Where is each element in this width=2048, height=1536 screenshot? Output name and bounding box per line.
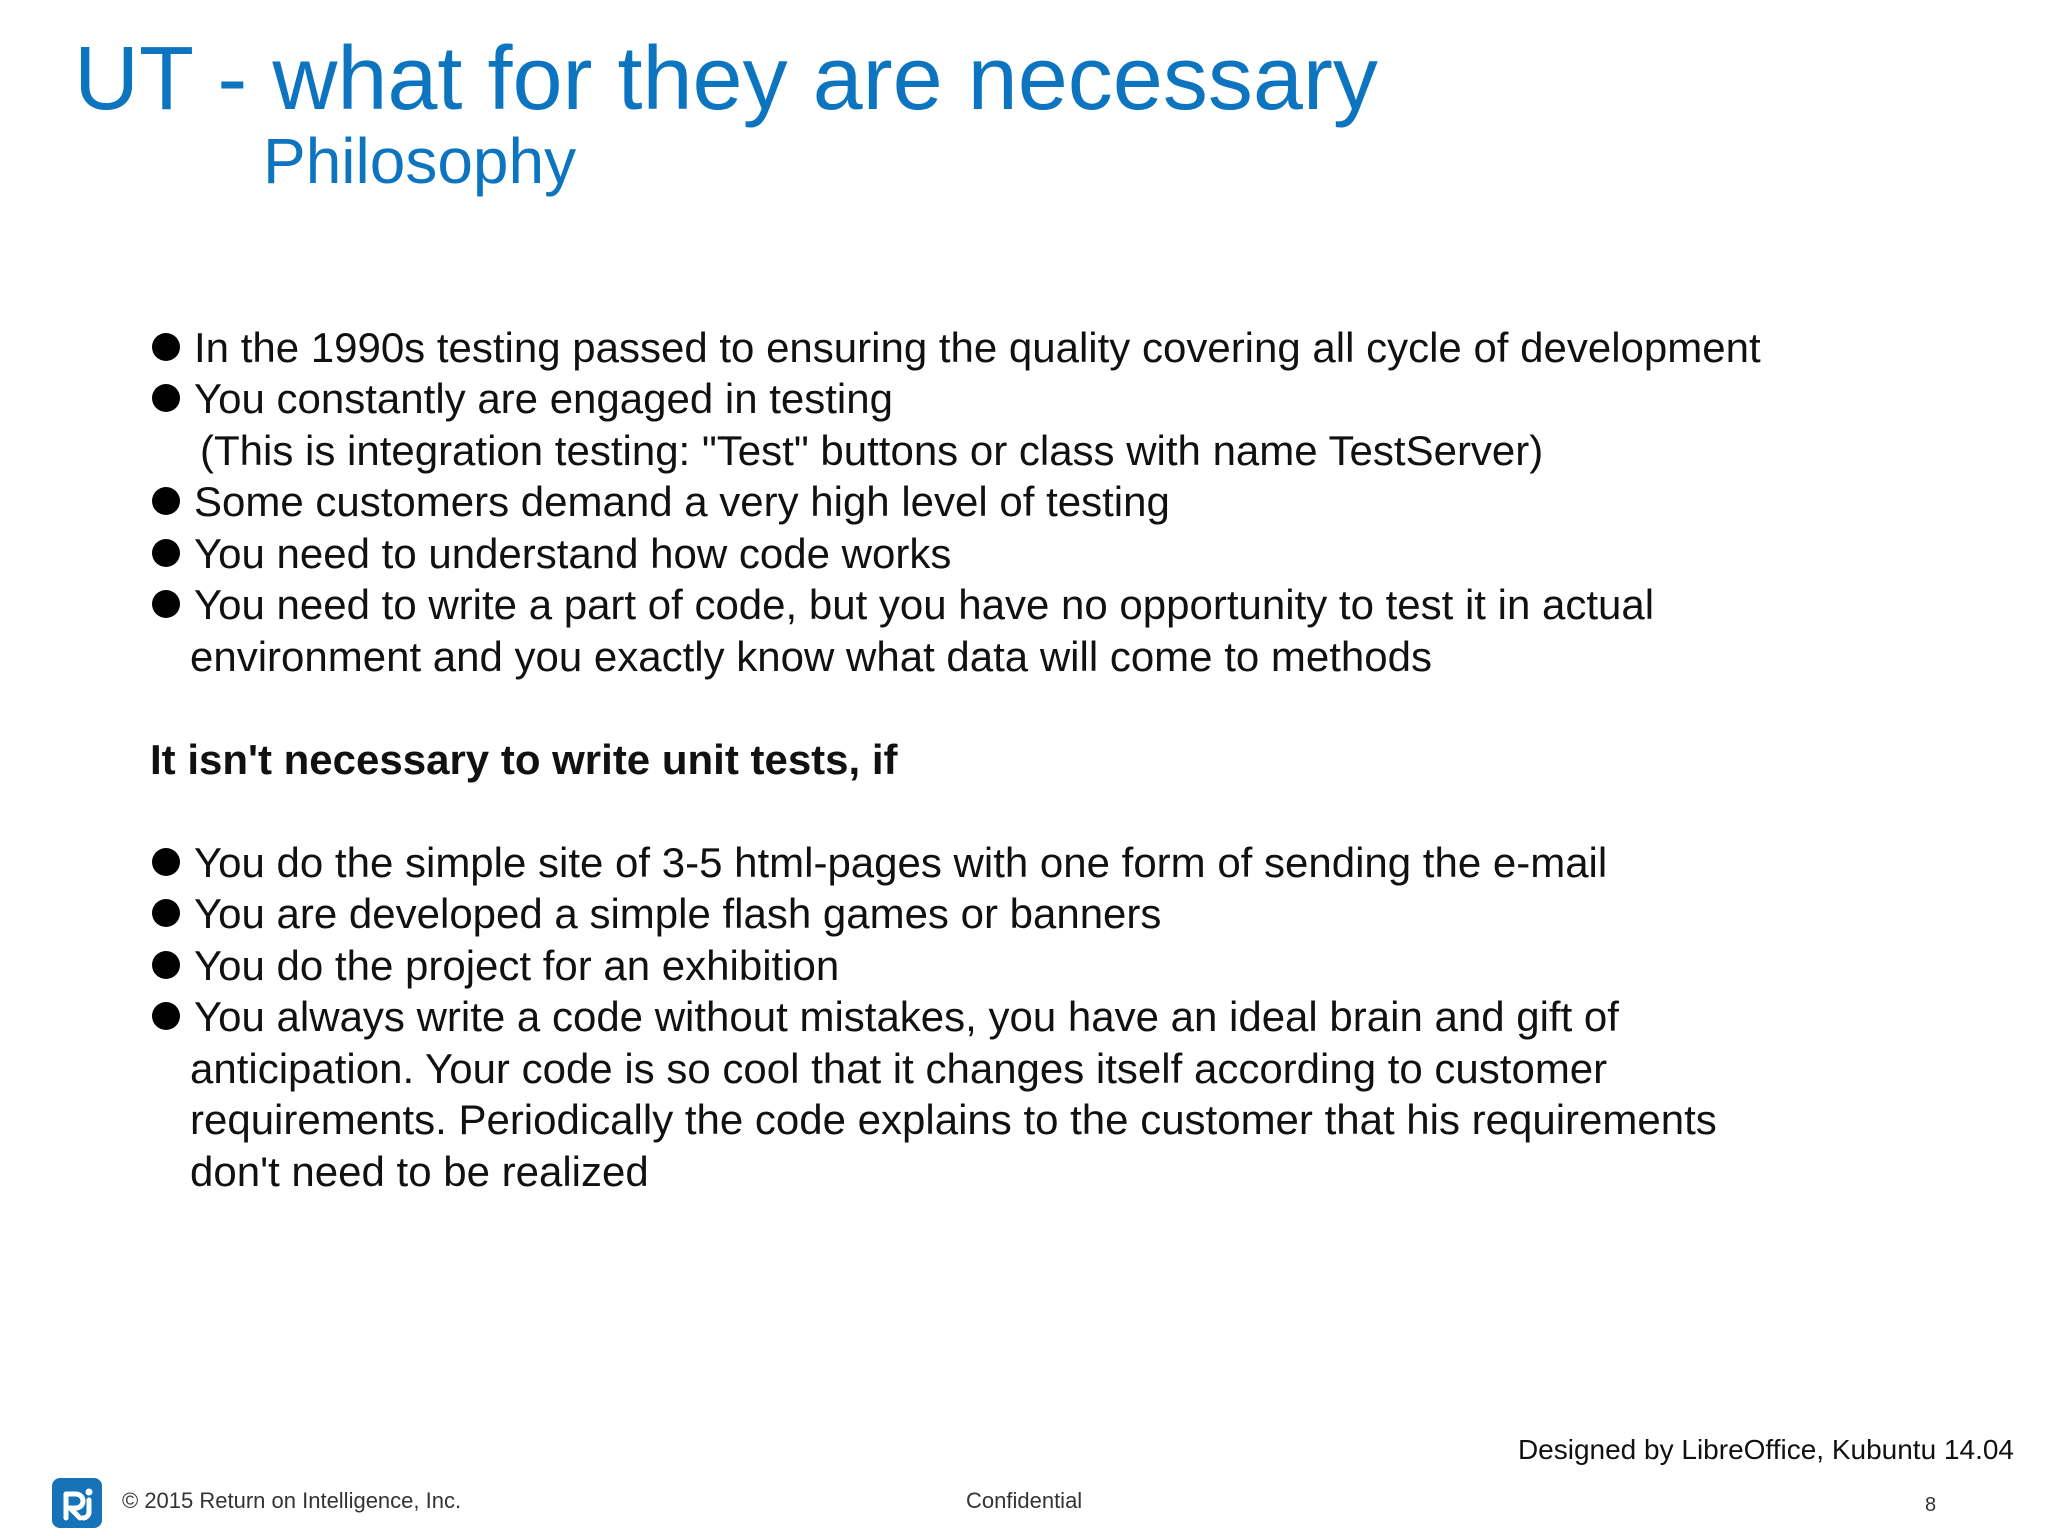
bullet-icon [152,384,180,412]
list-item-text: You do the simple site of 3-5 html-pages with one form of sending the e-mail [194,839,1608,886]
slide-title: UT - what for they are necessary [74,29,1378,129]
list-item-text: You are developed a simple flash games or banners [194,890,1162,937]
confidential-label: Confidential [966,1488,1083,1513]
list-item-text: (This is integration testing: "Test" buttons or class with name TestServer) [200,427,1544,474]
bullet-icon [152,951,180,979]
section-heading: It isn't necessary to write unit tests, if [150,736,898,783]
copyright-text: © 2015 Return on Intelligence, Inc. [122,1488,462,1513]
list-item-text: anticipation. Your code is so cool that it changes itself according to customer [190,1045,1608,1092]
list-item-text: You need to understand how code works [194,530,952,577]
list-item-text: You need to write a part of code, but you have no opportunity to test it in actual [194,581,1655,628]
bullet-icon [152,848,180,876]
bullet-icon [152,539,180,567]
bullet-icon [152,590,180,618]
bullet-icon [152,1002,180,1030]
bullet-icon [152,333,180,361]
designer-credit: Designed by LibreOffice, Kubuntu 14.04 [1517,1434,2014,1465]
list-item-text: You constantly are engaged in testing [194,375,893,422]
list-item-text: Some customers demand a very high level of testing [194,478,1170,525]
bullet-icon [152,487,180,515]
list-item-text: don't need to be realized [190,1148,649,1195]
list-item-text: You do the project for an exhibition [194,942,840,989]
list-item-text: You always write a code without mistakes, you have an ideal brain and gift of [194,993,1619,1040]
list-item-text: In the 1990s testing passed to ensuring the quality covering all cycle of development [194,324,1761,371]
page-number: 8 [1925,1494,1937,1516]
list-item-text: environment and you exactly know what data will come to methods [190,633,1432,680]
slide-subtitle: Philosophy [263,125,577,197]
roi-logo-icon [52,1478,102,1528]
bullet-icon [152,899,180,927]
list-item-text: requirements. Periodically the code explains to the customer that his requirements [190,1096,1717,1143]
